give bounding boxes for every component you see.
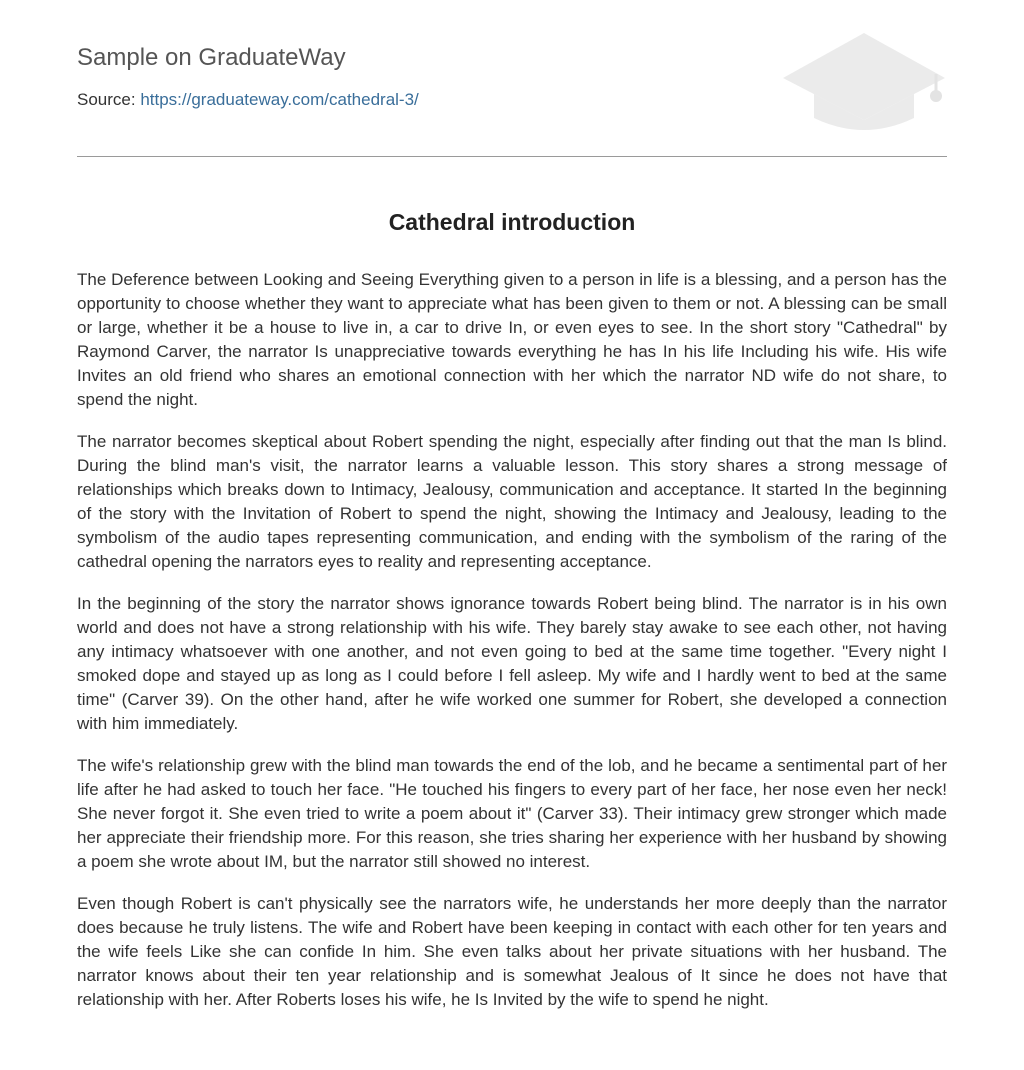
document-title: Cathedral introduction xyxy=(388,209,636,235)
paragraph: The Deference between Looking and Seeing Everything given to a person in life is a blessing, and a person has the opportunity to choose whether they want to appreciate what has been given to them or not. A blessing can be small or large, whether it be a house to live in, a car to drive In, or even eyes to see. In the short story "Cathedral" by Raymond Carver, the narrator Is unappreciative towards everything he has In his life Including his wife. His wife Invites an old friend who shares an emotional connection with her which the narrator ND wife do not share, to spend the night. xyxy=(77,270,947,409)
paragraph: The wife's relationship grew with the blind man towards the end of the lob, and he became a sentimental part of her life after he had asked to touch her face. "He touched his fingers to every part of her face, her nose even her neck! She never forgot it. She even tried to write a poem about it" (Carver 33). Their intimacy grew stronger which made her appreciate their friendship more. For this reason, she tries sharing her experience with her husband by showing a poem she wrote about IM, but the narrator still showed no interest. xyxy=(77,756,947,871)
source-line xyxy=(77,90,419,110)
graduation-cap-icon xyxy=(780,30,948,134)
header xyxy=(77,0,947,157)
source-label: Source: xyxy=(77,90,136,109)
site-title: Sample on GraduateWay xyxy=(77,44,346,71)
paragraph: Even though Robert is can't physically see the narrators wife, he understands her more deeply than the narrator does because he truly listens. The wife and Robert have been keeping in contact with each other for ten years and the wife feels Like she can confide In him. She even talks about her private situations with her husband. The narrator knows about their ten year relationship and is somewhat Jealous of It since he does not have that relationship with her. After Roberts loses his wife, he Is Invited by the wife to spend he night. xyxy=(77,894,947,1009)
document-body xyxy=(77,268,947,1012)
page xyxy=(77,0,947,1030)
source-link[interactable]: https://graduateway.com/cathedral-3/ xyxy=(140,90,419,109)
paragraph: The narrator becomes skeptical about Robert spending the night, especially after finding out that the man Is blind. During the blind man's visit, the narrator learns a valuable lesson. This story shares a strong message of relationships which breaks down to Intimacy, Jealousy, communication and acceptance. It started In the beginning of the story with the Invitation of Robert to spend the night, showing the Intimacy and Jealousy, leading to the symbolism of the audio tapes representing communication, and ending with the symbolism of the raring of the cathedral opening the narrators eyes to reality and representing acceptance. xyxy=(77,432,947,571)
paragraph: In the beginning of the story the narrator shows ignorance towards Robert being blind. The narrator is in his own world and does not have a strong relationship with his wife. They barely stay awake to see each other, not having any intimacy whatsoever with one another, and not even going to bed at the same time together. "Every night I smoked dope and stayed up as long as I could before I fell asleep. My wife and I hardly went to bed at the same time" (Carver 39). On the other hand, after he wife worked one summer for Robert, she developed a connection with him immediately. xyxy=(77,594,947,733)
